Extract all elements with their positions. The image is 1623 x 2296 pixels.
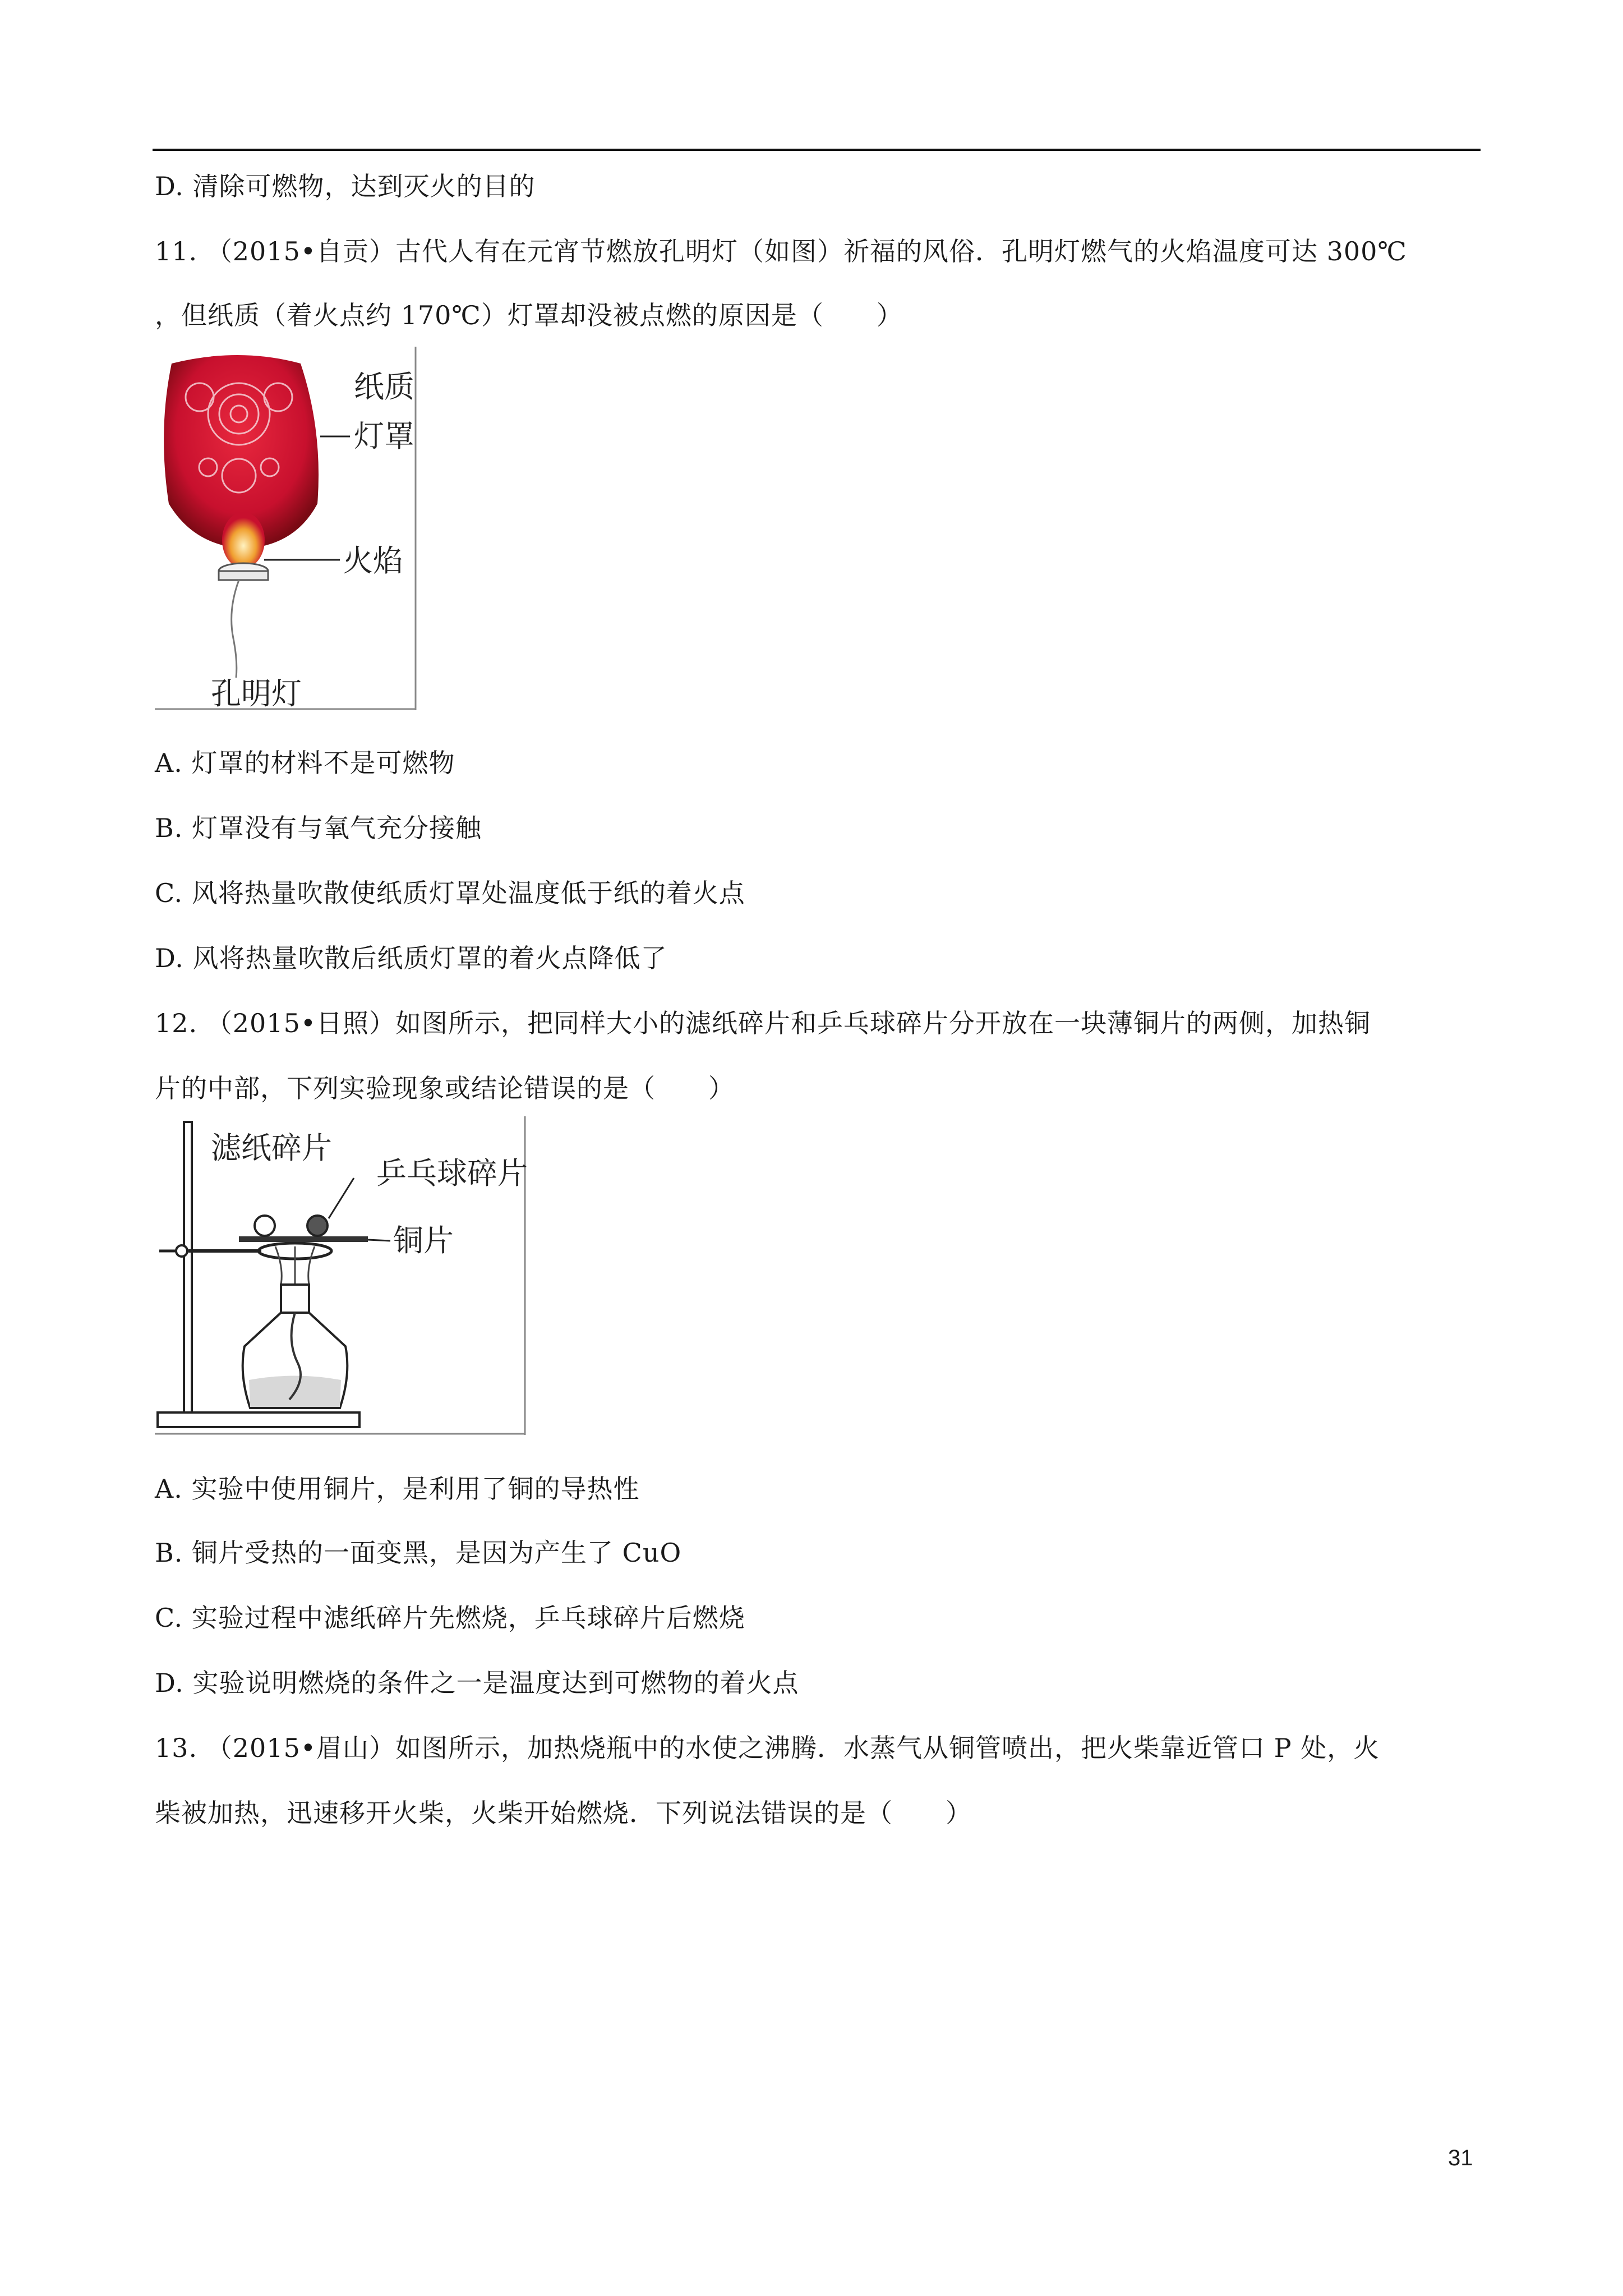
label-lantern: 孔明灯 [211, 676, 302, 711]
page-number: 31 [1448, 2146, 1473, 2170]
stand-base-icon [158, 1412, 359, 1427]
label-pingpong: 乒乓球碎片 [376, 1156, 528, 1191]
label-filter-paper: 滤纸碎片 [211, 1130, 332, 1166]
q11-option-b: B. 灯罩没有与氧气充分接触 [155, 813, 482, 843]
q12-option-c: C. 实验过程中滤纸碎片先燃烧，乒乓球碎片后燃烧 [155, 1603, 745, 1633]
q10-option-d: D. 清除可燃物，达到灭火的目的 [155, 171, 536, 201]
flame-icon [222, 512, 265, 568]
pingpong-piece-icon [307, 1216, 328, 1236]
q12-option-a: A. 实验中使用铜片，是利用了铜的导热性 [155, 1474, 640, 1504]
q13-stem-line2: 柴被加热，迅速移开火柴，火柴开始燃烧．下列说法错误的是（ ） [155, 1798, 972, 1828]
heating-flame-icon [275, 1246, 315, 1285]
q13-stem-line1: 13. （2015•眉山）如图所示，加热烧瓶中的水使之沸腾．水蒸气从铜管喷出，把火柴靠近管口 P 处，火 [155, 1733, 1380, 1763]
pointer-line-lantern [232, 580, 239, 678]
q12-option-b: B. 铜片受热的一面变黑，是因为产生了 CuO [155, 1538, 682, 1568]
copper-plate-experiment-figure [155, 1116, 531, 1436]
q11-stem-line1: 11. （2015•自贡）古代人有在元宵节燃放孔明灯（如图）祈福的风俗．孔明灯燃气的火焰温度可达 300℃ [155, 236, 1407, 266]
label-flame: 火焰 [343, 543, 403, 578]
q11-stem-line2: ，但纸质（着火点约 170℃）灯罩却没被点燃的原因是（ ） [155, 300, 903, 330]
stand-rod-icon [184, 1122, 192, 1412]
fuel-holder-base [219, 571, 268, 580]
header-rule [153, 149, 1481, 151]
q11-option-a: A. 灯罩的材料不是可燃物 [155, 748, 455, 778]
label-paper: 纸质 [354, 369, 414, 404]
label-shade: 灯罩 [354, 418, 414, 454]
kongming-lantern-figure [155, 347, 424, 711]
label-copper: 铜片 [393, 1223, 454, 1258]
lamp-neck-icon [281, 1285, 309, 1313]
q11-option-c: C. 风将热量吹散使纸质灯罩处温度低于纸的着火点 [155, 878, 745, 908]
pointer-line-copper [368, 1240, 390, 1241]
q12-option-d: D. 实验说明燃烧的条件之一是温度达到可燃物的着火点 [155, 1668, 799, 1698]
q11-option-d: D. 风将热量吹散后纸质灯罩的着火点降低了 [155, 943, 667, 973]
q12-stem-line2: 片的中部，下列实验现象或结论错误的是（ ） [155, 1073, 735, 1103]
copper-plate-icon [239, 1236, 368, 1242]
clamp-icon [176, 1245, 187, 1257]
q12-stem-line1: 12. （2015•日照）如图所示，把同样大小的滤纸碎片和乒乓球碎片分开放在一块薄铜片的两侧，加热铜 [155, 1008, 1371, 1038]
pointer-line-pingpong [329, 1178, 354, 1218]
filter-paper-piece-icon [255, 1216, 275, 1236]
